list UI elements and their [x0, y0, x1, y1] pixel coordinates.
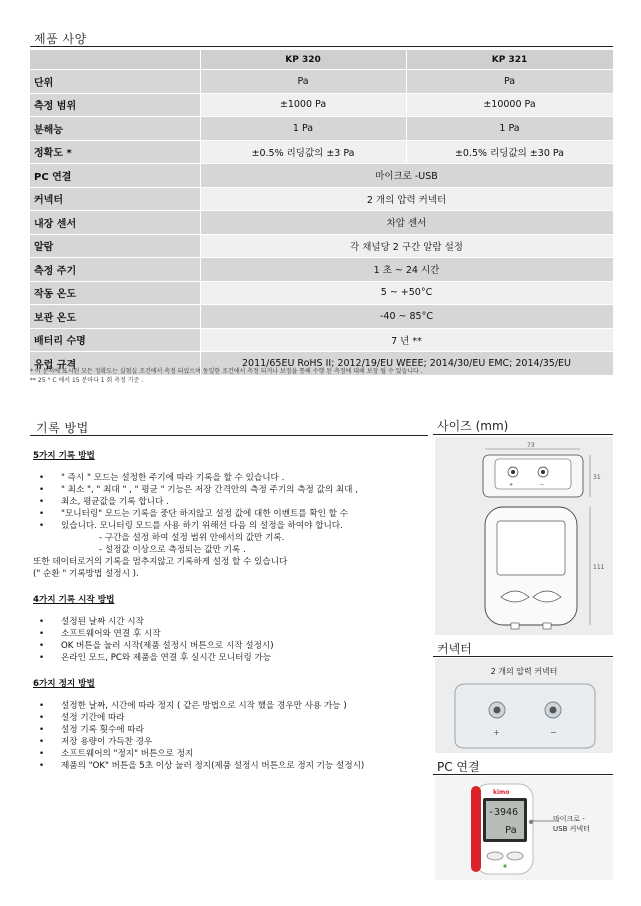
spec-row-label: 측정 범위 [30, 93, 200, 117]
spec-row-value: 차압 센서 [200, 211, 613, 235]
spec-row-value-kp320: 1 Pa [200, 117, 406, 141]
spec-row [30, 281, 613, 305]
usb-caption-line-2: USB 커넥터 [553, 825, 590, 833]
spec-row-value: 1 초 ~ 24 시간 [200, 258, 613, 282]
spec-table [30, 50, 614, 376]
record-stop-list [33, 700, 423, 772]
dim-width-label: 73 [527, 442, 535, 449]
pc-title: PC 연결 [437, 760, 480, 774]
spec-title: 제품 사양 [34, 32, 87, 46]
list-item: • 온라인 모드, PC와 제품을 연결 후 실시간 모니터링 가능 [61, 652, 423, 664]
spec-row-value-kp321: ±0.5% 리딩값의 ±30 Pa [406, 140, 613, 164]
spec-row-label: 작동 온도 [30, 281, 200, 305]
list-item: • 저장 용량이 가득찬 경우 [61, 736, 423, 748]
spec-row-value-kp320: Pa [200, 70, 406, 94]
spec-title-rule [30, 46, 613, 47]
connector-title-rule [433, 656, 613, 657]
list-item: • 설정 기록 횟수에 따라 [61, 724, 423, 736]
spec-row-value: 마이크로 -USB [200, 164, 613, 188]
list-item: • "모니터링" 모드는 기록을 중단 하지않고 설정 값에 대한 이벤트를 확인 할 수 [61, 508, 423, 520]
spec-header-blank [30, 50, 200, 70]
spec-row-value-kp321: Pa [406, 70, 613, 94]
svg-text:−: − [550, 728, 557, 737]
spec-row [30, 117, 613, 141]
spec-row [30, 70, 613, 94]
spec-row-label: 유럽 규격 [30, 352, 200, 376]
spec-row [30, 164, 613, 188]
list-item: • 최소, 평균값을 기록 합니다 . [61, 496, 423, 508]
spec-row-value: 각 채널당 2 구간 알람 설정 [200, 234, 613, 258]
spec-row-label: 단위 [30, 70, 200, 94]
svg-text:31: 31 [593, 474, 601, 481]
screen-unit: Pa [505, 825, 517, 836]
spec-row-label: 커넥터 [30, 187, 200, 211]
list-item: • 제품의 "OK" 버튼을 5초 이상 눌러 정지(제품 설정시 버튼으로 정지 기능 설정시) [61, 760, 423, 772]
spec-row [30, 93, 613, 117]
spec-row [30, 187, 613, 211]
spec-row [30, 258, 613, 282]
connector-title: 커넥터 [437, 642, 472, 656]
pc-box [435, 776, 613, 880]
size-drawing-box [435, 437, 613, 635]
spec-note-2: ** 25 ° C 에서 15 분마다 1 회 측정 기준 . [30, 377, 144, 384]
spec-row [30, 211, 613, 235]
record-sub-stop: 6가지 정지 방법 [33, 679, 95, 689]
svg-text:+: + [509, 482, 514, 488]
spec-row-value-kp320: ±1000 Pa [200, 93, 406, 117]
spec-row-value: 7 년 ** [200, 328, 613, 352]
list-item: • 소프트웨어의 "정지" 버튼으로 정지 [61, 748, 423, 760]
usb-caption [553, 814, 611, 834]
size-title: 사이즈 (mm) [437, 419, 509, 433]
connector-caption: 2 개의 압력 커넥터 [490, 667, 558, 676]
spec-row [30, 328, 613, 352]
record-start-list [33, 616, 423, 664]
spec-row-label: 내장 센서 [30, 211, 200, 235]
spec-row-label: 배터리 수명 [30, 328, 200, 352]
svg-text:−: − [540, 482, 545, 488]
spec-row-label: 측정 주기 [30, 258, 200, 282]
spec-row [30, 305, 613, 329]
connector-box [435, 658, 613, 753]
size-title-rule [433, 434, 613, 435]
record-body [33, 450, 423, 782]
record-para-1: 또한 데이터로거의 기록을 멈추지않고 기록하게 설정 할 수 있습니다 [33, 557, 288, 567]
list-item: • 설정 기간에 따라 [61, 712, 423, 724]
spec-row-label: 분해능 [30, 117, 200, 141]
list-item: • 설정된 날짜 시간 시작 [61, 616, 423, 628]
list-item: • 설정한 날짜, 시간에 따라 정지 ( 같은 방법으로 시작 했을 경우만 사용 가능 ) [61, 700, 423, 712]
spec-header-kp321: KP 321 [406, 50, 613, 70]
spec-row-value-kp321: 1 Pa [406, 117, 613, 141]
list-item: • OK 버튼을 눌러 시작(제품 설정시 버튼으로 시작 설정시) [61, 640, 423, 652]
spec-header-row [30, 50, 613, 70]
spec-row-value: 2011/65EU RoHS II; 2012/19/EU WEEE; 2014/30/EU EMC; 2014/35/EU [200, 352, 613, 376]
spec-row-label: 알람 [30, 234, 200, 258]
record-title-rule [30, 435, 428, 436]
spec-header-kp320: KP 320 [200, 50, 406, 70]
usb-caption-line-1: 마이크로 - [553, 815, 585, 823]
record-indent-1: - 구간을 설정 하여 설정 범위 안에서의 값만 기록. [99, 533, 285, 543]
record-para-2: (" 순환 " 기록방법 설정시 ). [33, 569, 139, 579]
connector-illustration [435, 680, 613, 752]
record-indent-2: - 설정값 이상으로 측정되는 값만 기록 . [99, 545, 246, 555]
spec-row-value: -40 ~ 85°C [200, 305, 613, 329]
list-item: • " 즉시 " 모드는 설정한 주기에 따라 기록을 할 수 있습니다 . [61, 472, 423, 484]
svg-text:+: + [493, 728, 500, 737]
spec-row-value: 2 개의 압력 커넥터 [200, 187, 613, 211]
size-drawing [435, 437, 613, 635]
logger-illustration [465, 778, 545, 878]
record-modes-list [33, 472, 423, 532]
list-item: • 있습니다. 모니터링 모드를 사용 하기 위해선 다음 의 설정을 하여야 합니다. [61, 520, 423, 532]
brand-logo: kimo [493, 789, 510, 796]
list-item: • " 최소 ", " 최대 " , " 평균 " 기능은 저장 간격안의 측정 주기의 측정 값의 최대 , [61, 484, 423, 496]
list-item: • 소프트웨어와 연결 후 시작 [61, 628, 423, 640]
spec-row-label: 정확도 * [30, 140, 200, 164]
spec-row [30, 140, 613, 164]
spec-notes [30, 367, 423, 385]
pc-title-rule [433, 774, 613, 775]
record-sub-start: 4가지 기록 시작 방법 [33, 595, 115, 605]
spec-row-label: 보관 온도 [30, 305, 200, 329]
record-sub-modes: 5가지 기록 방법 [33, 451, 95, 461]
spec-row [30, 234, 613, 258]
svg-text:111: 111 [593, 564, 605, 571]
spec-row-value-kp320: ±0.5% 리딩값의 ±3 Pa [200, 140, 406, 164]
spec-row-value-kp321: ±10000 Pa [406, 93, 613, 117]
spec-row-label: PC 연결 [30, 164, 200, 188]
spec-note-1: * 이 문서에 표시된 모든 정확도는 실험실 조건에서 측정 되었으며 동일한 조건에서 측정 되거나 보정을 통해 수행 된 측정에 대해 보장 될 수 있습니다 . [30, 368, 423, 375]
record-title: 기록 방법 [36, 421, 89, 435]
spec-row-value: 5 ~ +50°C [200, 281, 613, 305]
screen-value: -3946 [488, 807, 519, 818]
